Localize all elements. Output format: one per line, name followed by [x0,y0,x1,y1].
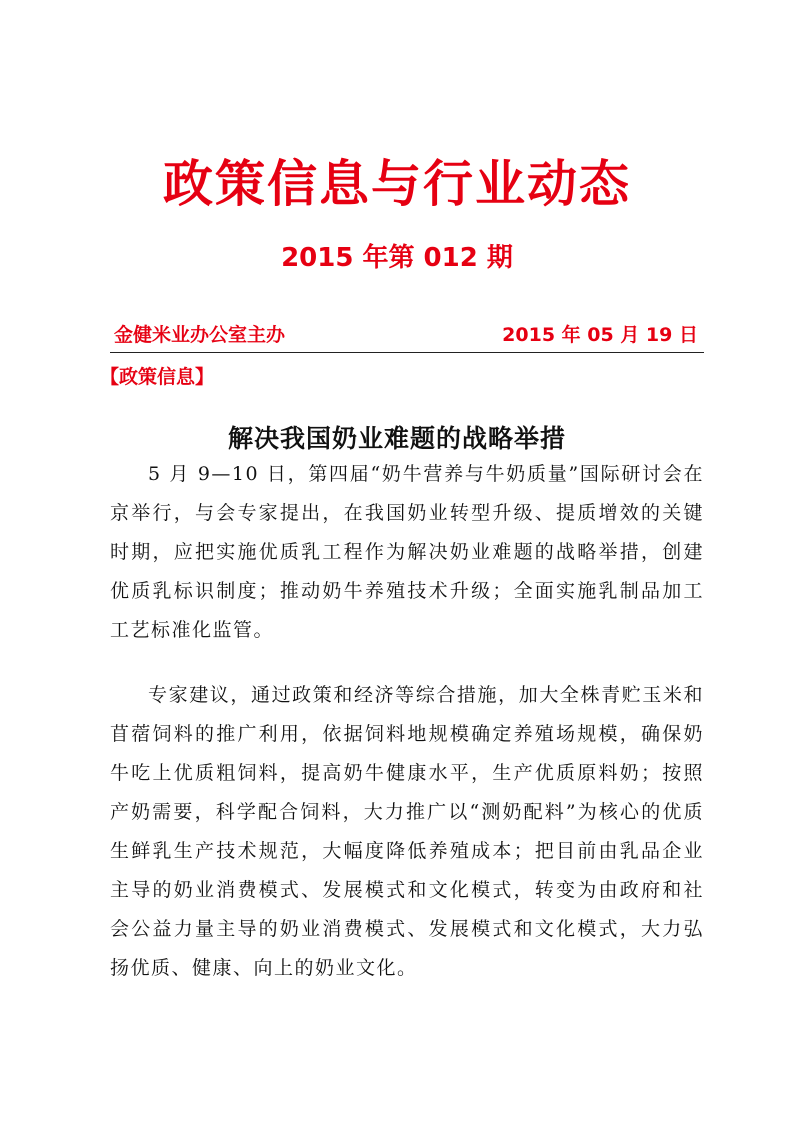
article-paragraph: 5 月 9—10 日，第四届“奶牛营养与牛奶质量”国际研讨会在京举行，与会专家提出，在我国奶业转型升级、提质增效的关键时期，应把实施优质乳工程作为解决奶业难题的战略举措，创建优质乳标识制度；推动奶牛养殖技术升级；全面实施乳制品加工工艺标准化监管。 [110,463,704,641]
article-body [110,455,704,1014]
organizer-label: 金健米业办公室主办 [114,324,286,346]
issue-number: 2015 年第 012 期 [281,243,513,273]
section-tag: 【政策信息】 [100,366,215,388]
masthead-meta-row [110,319,704,351]
article-paragraph: 专家建议，通过政策和经济等综合措施，加大全株青贮玉米和苜蓿饲料的推广利用，依据饲料地规模确定养殖场规模，确保奶牛吃上优质粗饲料，提高奶牛健康水平，生产优质原料奶；按照产奶需要，科学配合饲料，大力推广以“测奶配料”为核心的优质生鲜乳生产技术规范，大幅度降低养殖成本；把目前由乳品企业主导的奶业消费模式、发展模式和文化模式，转变为由政府和社会公益力量主导的奶业消费模式、发展模式和文化模式，大力弘扬优质、健康、向上的奶业文化。 [110,684,704,979]
masthead-divider [110,352,704,353]
masthead-title: 政策信息与行业动态 [163,154,631,213]
publish-date: 2015 年 05 月 19 日 [502,324,698,346]
article-title: 解决我国奶业难题的战略举措 [227,423,566,453]
